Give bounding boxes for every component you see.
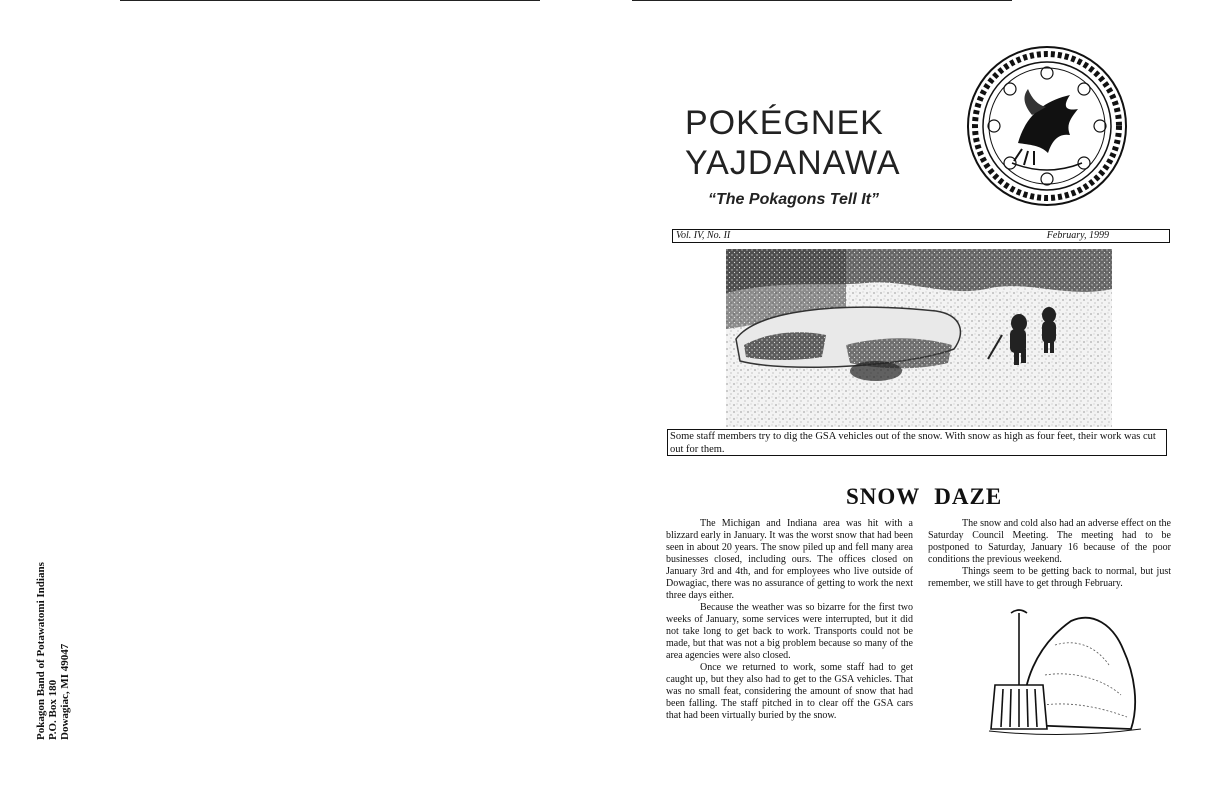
address-line: P.O. Box 180 [47,679,59,740]
article-paragraph: Once we returned to work, some staff had to get caught up, but they also had to get to the GSA vehicles. That was no small feat, considering the amount of snow that had been falling. The staff pitched in to clear off the GSA cars that had been virtually buried by the snow. [666,662,913,721]
newsletter-title [685,103,901,183]
issue-date: February, 1999 [1046,230,1109,241]
mailing-address [35,540,71,740]
issue-info-bar [672,229,1170,243]
volume-number: Vol. IV, No. II [676,230,731,241]
top-rule [120,0,540,1]
shovel-snow-illustration [985,605,1145,737]
article-column-2 [928,518,1171,590]
article-column-1 [666,518,913,722]
top-rule [632,0,1012,1]
headline-word: DAZE [934,484,1003,509]
article-headline [846,484,1002,510]
tribal-seal-logo [966,45,1128,207]
address-line: Pokagon Band of Potawatomi Indians [35,562,47,740]
address-line: Dowagiac, MI 49047 [59,643,71,740]
article-paragraph: Because the weather was so bizarre for the first two weeks of January, some services were interrupted, but it did not take long to get back to work. Transports could not be made, but that was not a big problem because so many of the area agencies were also closed. [666,602,913,661]
title-line-2: YAJDANAWA [685,144,901,182]
tagline: “The Pokagons Tell It” [708,191,879,208]
headline-word: SNOW [846,484,921,509]
snow-photo [726,249,1112,427]
article-paragraph: The Michigan and Indiana area was hit with a blizzard early in January. It was the worst snow that had been seen in about 20 years. The snow piled up and fell many area businesses closed, including ours. The offices closed on January 3rd and 4th, and for employees who live outside of Dowagiac, there was no assurance of getting to work the next three days either. [666,518,913,601]
photo-caption: Some staff members try to dig the GSA vehicles out of the snow. With snow as high as four feet, their work was cut out for them. [667,429,1167,456]
article-paragraph: The snow and cold also had an adverse effect on the Saturday Council Meeting. The meeting had to be postponed to Saturday, January 16 because of the poor conditions the previous weekend. [928,518,1171,565]
article-paragraph: Things seem to be getting back to normal, but just remember, we still have to get through February. [928,566,1171,589]
title-line-1: POKÉGNEK [685,104,884,142]
